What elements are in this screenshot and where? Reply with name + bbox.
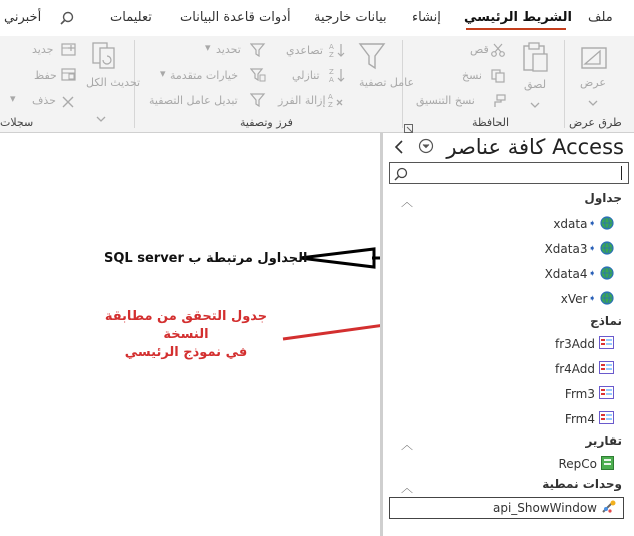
tab-database-tools[interactable]: أدوات قاعدة البيانات bbox=[180, 10, 291, 25]
nav-search-input[interactable] bbox=[389, 162, 629, 184]
chevron-down-icon: ▾ bbox=[160, 67, 166, 80]
new-record-button[interactable]: جديد bbox=[32, 43, 54, 56]
section-modules[interactable]: وحدات نمطية bbox=[542, 477, 622, 491]
link-arrow-icon: ➧ bbox=[588, 219, 596, 229]
collapse-chevron-icon[interactable]: ︿ bbox=[401, 438, 414, 452]
group-records-label: سجلات bbox=[0, 116, 34, 129]
list-item-label: Frm3 bbox=[564, 387, 595, 401]
group-clipboard-label: الحافظة bbox=[472, 116, 510, 129]
section-forms[interactable]: نماذج bbox=[590, 314, 622, 328]
delete-record-button[interactable]: حذف bbox=[32, 94, 56, 107]
linked-table-globe-icon bbox=[600, 216, 614, 233]
nav-pane-title: كافة عناصر Access bbox=[446, 135, 624, 159]
module-item-api-showwindow[interactable] bbox=[389, 497, 624, 519]
list-item-label: api_ShowWindow bbox=[493, 501, 597, 515]
report-item-repco[interactable] bbox=[558, 454, 614, 474]
search-icon bbox=[394, 166, 408, 185]
text-cursor bbox=[621, 166, 622, 180]
report-icon bbox=[601, 456, 614, 473]
remove-sort-button[interactable]: إزالة الفرز bbox=[278, 94, 326, 107]
list-item-label: xVer bbox=[560, 292, 588, 306]
list-item-label: xdata bbox=[553, 217, 588, 231]
toggle-filter-button[interactable]: تبديل عامل التصفية bbox=[149, 94, 238, 107]
sort-descending-button[interactable]: تنازلي bbox=[292, 69, 320, 82]
group-sort-filter-label: فرز وتصفية bbox=[240, 116, 293, 129]
list-item-label: Xdata4 bbox=[544, 267, 588, 281]
chevron-left-icon[interactable] bbox=[394, 139, 404, 158]
svg-text:Z: Z bbox=[329, 68, 334, 76]
chevron-down-icon: ▾ bbox=[205, 41, 211, 54]
cut-button[interactable]: قص bbox=[470, 43, 489, 56]
list-item-label: fr4Add bbox=[554, 362, 595, 376]
paste-button[interactable]: لصق bbox=[524, 78, 547, 91]
format-painter-button[interactable]: نسخ التنسيق bbox=[416, 94, 475, 107]
selection-button[interactable]: تحديد bbox=[216, 43, 241, 56]
link-arrow-icon: ➧ bbox=[588, 294, 596, 304]
svg-text:A: A bbox=[329, 76, 334, 83]
link-arrow-icon: ➧ bbox=[588, 244, 596, 254]
chevron-down-icon: ▾ bbox=[10, 92, 16, 105]
list-item-label: RepCo bbox=[558, 457, 597, 471]
table-item-xver[interactable] bbox=[561, 289, 614, 309]
collapse-chevron-icon[interactable]: ︿ bbox=[401, 195, 414, 209]
table-item-xdata[interactable] bbox=[553, 214, 614, 234]
table-item-xdata4[interactable] bbox=[545, 264, 614, 284]
form-item-frm4[interactable] bbox=[565, 409, 614, 429]
section-tables[interactable]: جداول bbox=[584, 191, 622, 205]
refresh-all-button[interactable]: تحديث الكل bbox=[86, 76, 141, 89]
nav-menu-dropdown-icon[interactable] bbox=[418, 138, 434, 158]
linked-table-globe-icon bbox=[600, 241, 614, 258]
svg-text:Z: Z bbox=[328, 101, 333, 108]
list-item-label: Frm4 bbox=[564, 412, 595, 426]
list-item-label: Xdata3 bbox=[544, 242, 588, 256]
tab-create[interactable]: إنشاء bbox=[412, 10, 441, 25]
svg-text:A: A bbox=[329, 43, 334, 51]
svg-text:A: A bbox=[328, 93, 333, 101]
svg-text:Z: Z bbox=[329, 51, 334, 58]
form-item-fr4add[interactable] bbox=[555, 359, 614, 379]
group-views-label: طرق عرض bbox=[569, 116, 622, 129]
linked-tables-annotation: الجداول مرتبطة ب SQL server bbox=[104, 251, 308, 266]
version-table-annotation bbox=[100, 308, 272, 362]
view-button[interactable]: عرض bbox=[580, 76, 606, 89]
collapse-chevron-icon[interactable]: ︿ bbox=[401, 481, 414, 495]
linked-table-globe-icon bbox=[600, 266, 614, 283]
form-icon bbox=[599, 411, 614, 427]
version-annotation-line2: في نموذج الرئيسي bbox=[124, 345, 248, 360]
module-icon bbox=[601, 500, 617, 517]
filter-button[interactable]: عامل تصفية bbox=[359, 76, 415, 89]
linked-arrowhead bbox=[300, 249, 374, 267]
form-icon bbox=[599, 386, 614, 402]
sort-ascending-button[interactable]: تصاعدي bbox=[286, 44, 323, 57]
form-item-frm3[interactable] bbox=[565, 384, 614, 404]
tab-file[interactable]: ملف bbox=[588, 10, 613, 25]
copy-button[interactable]: نسخ bbox=[462, 69, 482, 82]
save-record-button[interactable]: حفظ bbox=[34, 69, 57, 82]
form-icon bbox=[599, 336, 614, 352]
link-arrow-icon: ➧ bbox=[588, 269, 596, 279]
advanced-button[interactable]: خيارات متقدمة bbox=[170, 69, 239, 82]
form-item-fr3add[interactable] bbox=[555, 334, 614, 354]
tell-me-box[interactable]: أخبرني bbox=[4, 10, 42, 25]
navigation-pane bbox=[380, 133, 634, 536]
section-reports[interactable]: تقارير bbox=[585, 434, 622, 448]
tab-help[interactable]: تعليمات bbox=[110, 10, 152, 25]
list-item-label: fr3Add bbox=[554, 337, 595, 351]
tab-home[interactable]: الشريط الرئيسي bbox=[464, 10, 572, 25]
tab-external-data[interactable]: بيانات خارجية bbox=[314, 10, 387, 25]
linked-table-globe-icon bbox=[600, 291, 614, 308]
version-annotation-line1: جدول التحقق من مطابقة النسخة bbox=[104, 309, 268, 342]
form-icon bbox=[599, 361, 614, 377]
table-item-xdata3[interactable] bbox=[545, 239, 614, 259]
